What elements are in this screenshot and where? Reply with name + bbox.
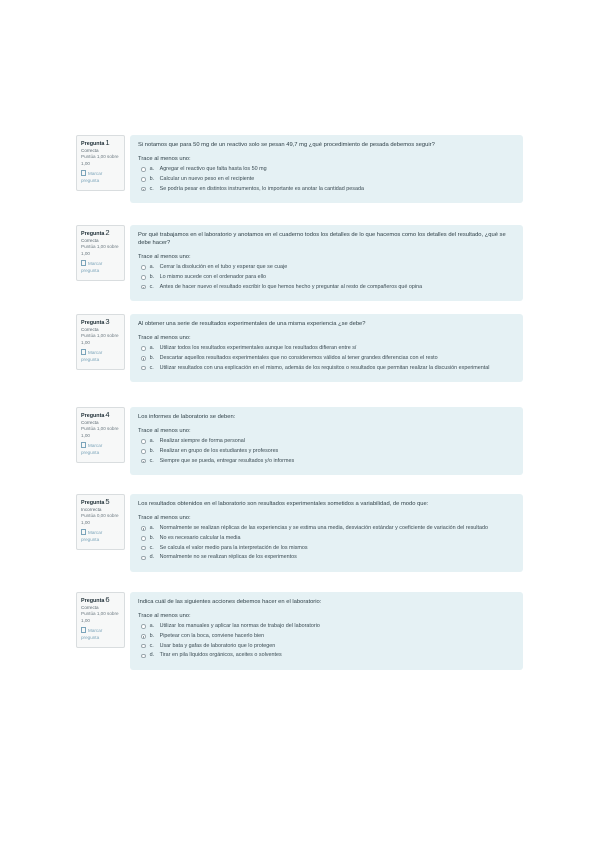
radio-button[interactable]	[141, 546, 146, 551]
answer-list	[138, 623, 514, 660]
option-text: Se podría pesar en distintos instrumentos, lo importante es anotar la cantidad pesada	[159, 185, 364, 192]
question-content	[130, 135, 523, 203]
flag-question-link[interactable]	[81, 529, 120, 543]
flag-question-link[interactable]	[81, 170, 120, 184]
option-text: Descartar aquellos resultados experimentales que no consideremos válidos al tener grandes diferencias con el resto	[159, 354, 438, 361]
flag-icon	[81, 170, 86, 176]
question-text: Si notamos que para 50 mg de un reactivo solo se pesan 49,7 mg ¿qué procedimiento de pesada debemos seguir?	[138, 142, 435, 148]
option-letter: b.	[149, 534, 155, 541]
option-letter: c.	[149, 185, 154, 192]
option-text: Realizar siempre de forma personal	[159, 438, 245, 444]
option-text: Pipetear con la boca, conviene hacerlo bien	[159, 632, 265, 639]
flag-icon	[81, 349, 86, 355]
answer-option[interactable]	[138, 448, 514, 455]
option-letter: c.	[149, 283, 154, 290]
question-content	[130, 225, 523, 301]
option-letter: d.	[149, 554, 155, 561]
radio-button[interactable]	[141, 536, 146, 541]
question-state: Incorrecta	[81, 507, 102, 512]
answer-prompt: Trace al menos uno:	[138, 254, 191, 260]
radio-button[interactable]	[141, 346, 146, 351]
question-content	[130, 407, 523, 475]
answer-option[interactable]	[138, 438, 514, 445]
question-state: Correcta	[81, 327, 99, 332]
question-info	[76, 592, 125, 648]
option-text: Usar bata y gafas de laboratorio que lo protegen	[159, 642, 276, 649]
option-text: Normalmente no se realizan réplicas de los experimentos	[159, 554, 297, 561]
question-grade: Puntúa 1,00 sobre 1,00	[81, 333, 119, 345]
answer-prompt: Trace al menos uno:	[138, 156, 191, 162]
question-label: Pregunta	[81, 598, 105, 604]
option-text: Cerrar la disolución en el tubo y esperar que se cuaje	[159, 264, 288, 270]
option-text: Lo mismo sucede con el ordenador para ello	[159, 273, 266, 280]
answer-option[interactable]	[138, 554, 514, 561]
option-letter: a.	[149, 345, 155, 351]
option-letter: a.	[149, 623, 155, 629]
option-letter: c.	[149, 457, 154, 464]
option-text: Se calcula el valor medio para la interpretación de los mismos	[159, 544, 308, 551]
question-number-value: 2	[105, 228, 110, 237]
option-letter: a.	[149, 525, 155, 531]
answer-option[interactable]	[138, 365, 514, 372]
option-text: Utilizar resultados con una explicación en el mismo, además de los requisitos o resultados que permitan realizar la discusión experimental	[159, 364, 490, 371]
radio-button[interactable]	[141, 556, 146, 561]
option-letter: b.	[149, 447, 155, 454]
question-number-value: 4	[105, 410, 110, 419]
option-letter: c.	[149, 544, 154, 551]
question-info	[76, 314, 125, 370]
answer-option[interactable]	[138, 652, 514, 659]
answer-option[interactable]	[138, 264, 514, 271]
answer-prompt: Trace al menos uno:	[138, 613, 191, 619]
option-letter: b.	[149, 354, 155, 361]
radio-button[interactable]	[141, 439, 146, 444]
question-number-value: 5	[105, 497, 110, 506]
answer-option[interactable]	[138, 525, 514, 532]
flag-label: Marcar pregunta	[81, 443, 103, 455]
answer-option[interactable]	[138, 186, 514, 193]
flag-icon	[81, 260, 86, 266]
question-grade: Puntúa 0,00 sobre 1,00	[81, 513, 119, 525]
answer-option[interactable]	[138, 633, 514, 640]
radio-button[interactable]	[141, 265, 146, 270]
answer-option[interactable]	[138, 284, 514, 291]
option-letter: a.	[149, 438, 155, 444]
flag-question-link[interactable]	[81, 627, 120, 641]
question-number-value: 1	[105, 138, 110, 147]
radio-button[interactable]	[141, 356, 146, 361]
radio-button[interactable]	[141, 275, 146, 280]
question-text: Al obtener una serie de resultados experimentales de una misma experiencia ¿se debe?	[138, 321, 366, 327]
radio-button[interactable]	[141, 285, 146, 290]
question-grade: Puntúa 1,00 sobre 1,00	[81, 426, 119, 438]
radio-button[interactable]	[141, 654, 146, 659]
flag-question-link[interactable]	[81, 349, 120, 363]
question-grade: Puntúa 1,00 sobre 1,00	[81, 154, 119, 166]
option-letter: b.	[149, 175, 155, 182]
question-content	[130, 494, 523, 572]
question-text: Por qué trabajamos en el laboratorio y anotamos en el cuaderno todos los detalles de lo que hacemos como los detalles del resultado, ¿qué se debe hacer?	[138, 232, 506, 246]
question-number-value: 3	[105, 317, 110, 326]
answer-option[interactable]	[138, 545, 514, 552]
answer-list	[138, 345, 514, 372]
question-number-value: 6	[105, 595, 110, 604]
question-content	[130, 592, 523, 670]
question-text: Los resultados obtenidos en el laboratorio son resultados experimentales sometidos a variabilidad, de modo que:	[138, 501, 429, 507]
radio-button[interactable]	[141, 449, 146, 454]
question-number	[81, 318, 120, 327]
flag-icon	[81, 627, 86, 633]
answer-list	[138, 166, 514, 193]
flag-label: Marcar pregunta	[81, 530, 103, 542]
flag-question-link[interactable]	[81, 442, 120, 456]
option-text: Antes de hacer nuevo el resultado escribir lo que hemos hecho y preguntar al resto de compañeros qué opina	[159, 283, 423, 290]
flag-label: Marcar pregunta	[81, 171, 103, 183]
option-text: Normalmente se realizan réplicas de las experiencias y se estima una media, desviación estándar y coeficiente de variación del resultado	[159, 525, 488, 531]
question-info	[76, 494, 125, 550]
answer-option[interactable]	[138, 623, 514, 630]
option-text: Calcular un nuevo peso en el recipiente	[159, 175, 255, 182]
option-text: Utilizar todos los resultados experimentales aunque los resultados difieran entre sí	[159, 345, 357, 351]
option-letter: a.	[149, 264, 155, 270]
answer-option[interactable]	[138, 355, 514, 362]
answer-option[interactable]	[138, 345, 514, 352]
radio-button[interactable]	[141, 459, 146, 464]
question-state: Correcta	[81, 605, 99, 610]
answer-prompt: Trace al menos uno:	[138, 428, 191, 434]
option-letter: d.	[149, 652, 155, 659]
question-state: Correcta	[81, 238, 99, 243]
answer-option[interactable]	[138, 166, 514, 173]
answer-option[interactable]	[138, 274, 514, 281]
option-text: Utilizar los manuales y aplicar las normas de trabajo del laboratorio	[159, 623, 320, 629]
question-content	[130, 314, 523, 382]
answer-list	[138, 525, 514, 562]
flag-label: Marcar pregunta	[81, 350, 103, 362]
option-letter: c.	[149, 642, 154, 649]
option-letter: b.	[149, 632, 155, 639]
radio-button[interactable]	[141, 634, 146, 639]
question-label: Pregunta	[81, 500, 105, 506]
question-info	[76, 135, 125, 191]
answer-prompt: Trace al menos uno:	[138, 335, 191, 341]
question-number	[81, 229, 120, 238]
answer-list	[138, 264, 514, 291]
question-number	[81, 596, 120, 605]
question-info	[76, 225, 125, 281]
question-number	[81, 498, 120, 507]
option-letter: c.	[149, 364, 154, 371]
answer-option[interactable]	[138, 643, 514, 650]
question-text: Indica cuál de las siguientes acciones debemos hacer en el laboratorio:	[138, 599, 322, 605]
option-letter: a.	[149, 166, 155, 172]
radio-button[interactable]	[141, 624, 146, 629]
flag-icon	[81, 442, 86, 448]
answer-option[interactable]	[138, 535, 514, 542]
question-grade: Puntúa 1,00 sobre 1,00	[81, 611, 119, 623]
answer-prompt: Trace al menos uno:	[138, 515, 191, 521]
question-grade: Puntúa 1,00 sobre 1,00	[81, 244, 119, 256]
option-text: Realizar en grupo de los estudiantes y profesores	[159, 447, 279, 454]
question-number	[81, 411, 120, 420]
question-info	[76, 407, 125, 463]
option-text: Tirar en pila líquidos orgánicos, aceites o solventes	[159, 652, 282, 659]
question-label: Pregunta	[81, 413, 105, 419]
answer-list	[138, 438, 514, 465]
option-letter: b.	[149, 273, 155, 280]
option-text: Siempre que se pueda, entregar resultados y/o informes	[159, 457, 295, 464]
question-label: Pregunta	[81, 231, 105, 237]
question-label: Pregunta	[81, 141, 105, 147]
question-label: Pregunta	[81, 320, 105, 326]
flag-question-link[interactable]	[81, 260, 120, 274]
radio-button[interactable]	[141, 187, 146, 192]
option-text: No es necesario calcular la media	[159, 534, 241, 541]
radio-button[interactable]	[141, 526, 146, 531]
question-state: Correcta	[81, 148, 99, 153]
question-state: Correcta	[81, 420, 99, 425]
question-number	[81, 139, 120, 148]
answer-option[interactable]	[138, 458, 514, 465]
answer-option[interactable]	[138, 176, 514, 183]
flag-label: Marcar pregunta	[81, 628, 103, 640]
radio-button[interactable]	[141, 167, 146, 172]
question-text: Los informes de laboratorio se deben:	[138, 414, 236, 420]
radio-button[interactable]	[141, 366, 146, 371]
flag-label: Marcar pregunta	[81, 261, 103, 273]
radio-button[interactable]	[141, 177, 146, 182]
flag-icon	[81, 529, 86, 535]
radio-button[interactable]	[141, 644, 146, 649]
option-text: Agregar el reactivo que falta hasta los 50 mg	[159, 166, 267, 172]
